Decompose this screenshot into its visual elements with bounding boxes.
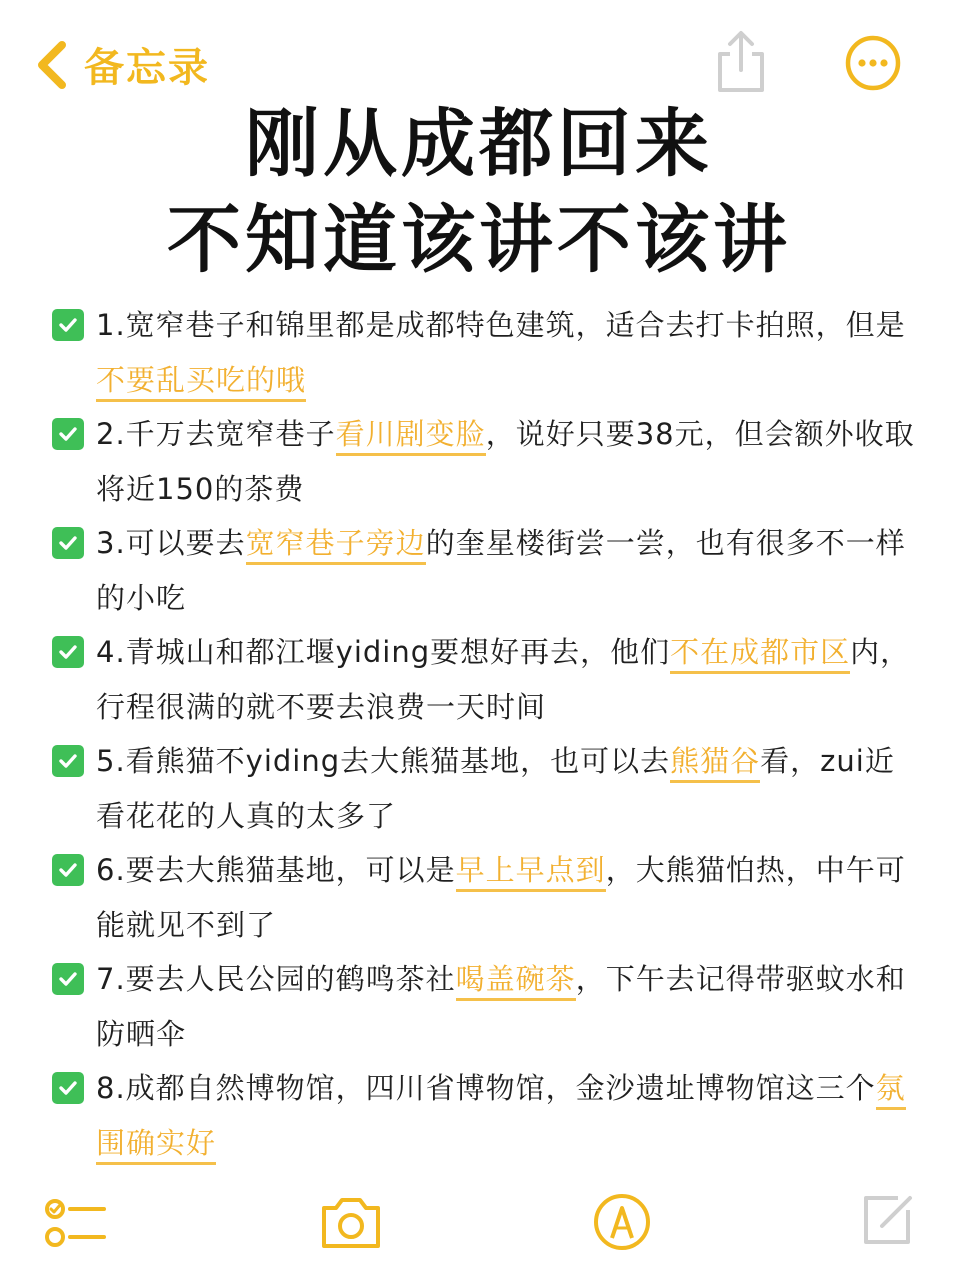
checkbox-checked-icon[interactable] — [52, 963, 84, 995]
checkbox-checked-icon[interactable] — [52, 636, 84, 668]
item-text-segment: 8.成都自然博物馆，四川省博物馆，金沙遗址博物馆这三个 — [96, 1071, 876, 1105]
checkbox-checked-icon[interactable] — [52, 418, 84, 450]
checklist-item-text — [96, 744, 895, 833]
checkbox-checked-icon[interactable] — [52, 527, 84, 559]
checklist-item-text — [96, 308, 906, 402]
highlighted-text: 不在成都市区 — [670, 635, 850, 674]
checklist-item[interactable] — [52, 407, 922, 516]
checklist — [52, 298, 922, 1170]
item-text-segment: 1.宽窄巷子和锦里都是成都特色建筑，适合去打卡拍照，但是 — [96, 308, 906, 342]
checklist-item[interactable] — [52, 843, 922, 952]
checklist-item-text — [96, 417, 915, 506]
item-text-segment: 看，zui近看花花的人真的太多了 — [96, 744, 895, 833]
item-text-segment: 6.要去大熊猫基地，可以是 — [96, 853, 456, 887]
checklist-item[interactable] — [52, 625, 922, 734]
checkbox-checked-icon[interactable] — [52, 309, 84, 341]
checklist-item[interactable] — [52, 952, 922, 1061]
highlighted-text: 宽窄巷子旁边 — [246, 526, 426, 565]
highlighted-text: 氛围确实好 — [96, 1071, 906, 1165]
item-text-segment: 3.可以要去 — [96, 526, 246, 560]
camera-icon[interactable] — [318, 1192, 384, 1252]
item-text-segment: 5.看熊猫不yiding去大熊猫基地，也可以去 — [96, 744, 671, 778]
checklist-item[interactable] — [52, 734, 922, 843]
item-text-segment: ，大熊猫怕热，中午可能就见不到了 — [96, 853, 906, 942]
item-text-segment: 内，行程很满的就不要去浪费一天时间 — [96, 635, 911, 724]
checkbox-checked-icon[interactable] — [52, 745, 84, 777]
checkbox-checked-icon[interactable] — [52, 854, 84, 886]
title-line-1: 刚从成都回来 — [245, 101, 713, 187]
checklist-item-text — [96, 635, 910, 724]
item-text-segment: 7.要去人民公园的鹤鸣茶社 — [96, 962, 456, 996]
highlighted-text: 看川剧变脸 — [336, 417, 486, 456]
chevron-left-icon — [34, 39, 70, 91]
title-line-2: 不知道该讲不该讲 — [167, 197, 791, 283]
checklist-item-text — [96, 1071, 906, 1165]
checklist-item[interactable] — [52, 1061, 922, 1170]
highlighted-text: 熊猫谷 — [670, 744, 760, 783]
checklist-item[interactable] — [52, 298, 922, 407]
item-text-segment: 2.千万去宽窄巷子 — [96, 417, 336, 451]
highlighted-text: 早上早点到 — [456, 853, 606, 892]
checklist-item[interactable] — [52, 516, 922, 625]
checklist-item-text — [96, 526, 906, 615]
highlighted-text: 喝盖碗茶 — [456, 962, 576, 1001]
item-text-segment: ，下午去记得带驱蚊水和防晒伞 — [96, 962, 906, 1051]
item-text-segment: 的奎星楼街尝一尝，也有很多不一样的小吃 — [96, 526, 906, 615]
item-text-segment: ，说好只要38元，但会额外收取将近150的茶费 — [96, 417, 915, 506]
checklist-icon[interactable] — [44, 1192, 108, 1256]
checklist-item-text — [96, 962, 906, 1051]
checklist-item-text — [96, 853, 906, 942]
share-icon[interactable] — [712, 28, 770, 94]
highlighted-text: 不要乱买吃的哦 — [96, 363, 306, 402]
compose-icon[interactable] — [858, 1192, 916, 1250]
back-label: 备忘录 — [84, 45, 210, 91]
pen-tip-icon[interactable] — [592, 1192, 652, 1252]
checkbox-checked-icon[interactable] — [52, 1072, 84, 1104]
note-title — [0, 96, 958, 288]
bottom-toolbar — [0, 1180, 958, 1280]
back-button[interactable] — [34, 36, 210, 93]
item-text-segment: 4.青城山和都江堰yiding要想好再去，他们 — [96, 635, 671, 669]
more-icon[interactable] — [844, 34, 902, 92]
